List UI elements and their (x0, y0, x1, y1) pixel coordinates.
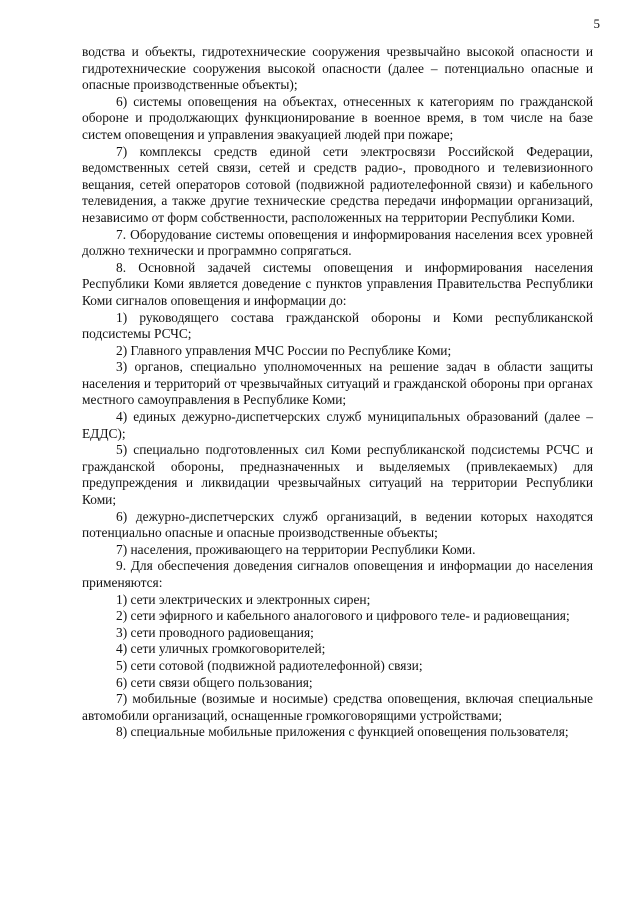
paragraph-item: 2) сети эфирного и кабельного аналогового и цифрового теле- и радиовещания; (116, 608, 570, 624)
paragraph-item: 8) специальные мобильные приложения с функцией оповещения пользователя; (116, 724, 569, 740)
paragraph-item: 5) специально подготовленных сил Коми республиканской подсистемы РСЧС и гражданской обороны, предназначенных и выделяемых (привлекаемых) для предупреждения и ликвидации чрезвычайных ситуаций на территории Республики Коми; (82, 442, 593, 508)
paragraph-item: 6) системы оповещения на объектах, отнесенных к категориям по гражданской обороне и продолжающих функционирование в военное время, в том числе на базе систем оповещения и управления эвакуацией людей при пожаре; (82, 93, 593, 142)
paragraph-item: 7) комплексы средств единой сети электросвязи Российской Федерации, ведомственных сетей связи, сетей и средств радио-, проводного и телевизионного вещания, сетей операторов сотовой (подвижной радиотелефонной связи) и кабельного телевидения, а также другие технические средства передачи информации организаций, независимо от форм собственности, расположенных на территории Республики Коми. (82, 143, 593, 225)
paragraph-clause: 8. Основной задачей системы оповещения и информирования населения Республики Коми является доведение с пунктов управления Правительства Республики Коми сигналов оповещения и информации до: (82, 259, 593, 308)
paragraph-continuation: водства и объекты, гидротехнические сооружения чрезвычайно высокой опасности и гидротехнические сооружения высокой опасности (далее – потенциально опасные и опасные производственные объекты); (82, 44, 593, 93)
paragraph-item: 5) сети сотовой (подвижной радиотелефонной) связи; (116, 657, 423, 673)
paragraph-clause: 7. Оборудование системы оповещения и информирования населения всех уровней должно технически и программно сопрягаться. (82, 226, 593, 259)
paragraph-item: 1) сети электрических и электронных сирен; (116, 591, 371, 607)
paragraph-item: 6) дежурно-диспетчерских служб организаций, в ведении которых находятся потенциально опасные и опасные производственные объекты; (82, 508, 593, 541)
paragraph-item: 6) сети связи общего пользования; (116, 674, 313, 690)
page-number: 5 (593, 16, 600, 31)
document-body (82, 44, 593, 741)
paragraph-item: 4) сети уличных громкоговорителей; (116, 641, 326, 657)
paragraph-item: 1) руководящего состава гражданской обороны и Коми республиканской подсистемы РСЧС; (82, 309, 593, 342)
paragraph-item: 3) органов, специально уполномоченных на решение задач в области защиты населения и территорий от чрезвычайных ситуаций и гражданской обороны при органах местного самоуправления в Республике Коми; (82, 359, 593, 408)
paragraph-item: 7) мобильные (возимые и носимые) средства оповещения, включая специальные автомобили организаций, оснащенные громкоговорящими устройствами; (82, 691, 593, 723)
paragraph-item: 2) Главного управления МЧС России по Республике Коми; (116, 342, 452, 358)
paragraph-item: 4) единых дежурно-диспетчерских служб муниципальных образований (далее – ЕДДС); (82, 409, 593, 441)
paragraph-item: 7) населения, проживающего на территории Республики Коми. (116, 541, 476, 557)
paragraph-clause: 9. Для обеспечения доведения сигналов оповещения и информации до населения применяются: (82, 558, 593, 590)
paragraph-item: 3) сети проводного радиовещания; (116, 624, 314, 640)
